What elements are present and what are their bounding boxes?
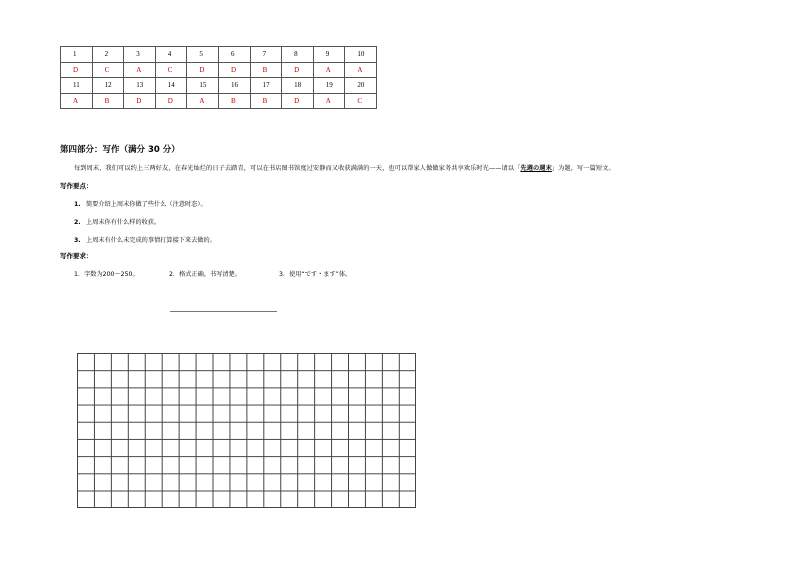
answer-cell: B	[250, 93, 282, 109]
answer-cell: B	[250, 62, 282, 78]
answer-cell: 14	[155, 78, 187, 94]
answer-cell: 3	[124, 47, 156, 63]
answer-key-table	[60, 46, 377, 109]
answer-cell: 5	[187, 47, 219, 63]
requirement: 1．字数为200～250。	[74, 271, 139, 278]
answer-cell: D	[218, 62, 250, 78]
answer-cell: A	[61, 93, 93, 109]
writing-prompt	[74, 163, 615, 172]
answer-cell: 13	[124, 78, 156, 94]
answer-cell: D	[155, 93, 187, 109]
prompt-text-before: 每到周末，我们可以约上三两好友，在春光灿烂的日子去踏青，可以在书店图书馆度过安静而又收获满满的一天，也可以帮家人做做家务共享欢乐时光——请以「	[74, 165, 521, 172]
writing-points-label: 写作要点：	[60, 182, 93, 190]
answer-cell: 16	[218, 78, 250, 94]
answer-cell: D	[282, 62, 314, 78]
answer-cell: B	[218, 93, 250, 109]
writing-requirements	[74, 269, 351, 278]
answer-cell: 6	[218, 47, 250, 63]
answer-cell: A	[345, 62, 377, 78]
title-blank-line[interactable]	[170, 311, 277, 312]
answer-cell: C	[345, 93, 377, 109]
answer-cell: 8	[282, 47, 314, 63]
answer-cell: D	[282, 93, 314, 109]
answer-cell: 18	[282, 78, 314, 94]
writing-point	[74, 235, 216, 244]
answer-cell: D	[187, 62, 219, 78]
answer-cell: 2	[92, 47, 124, 63]
answer-cell: A	[187, 93, 219, 109]
answer-cell: D	[61, 62, 93, 78]
writing-point	[74, 217, 160, 226]
answer-letter-row	[61, 93, 377, 109]
answer-cell: 1	[61, 47, 93, 63]
answer-cell: 17	[250, 78, 282, 94]
point-number: 2.	[74, 219, 81, 226]
answer-cell: A	[313, 62, 345, 78]
answer-cell: 7	[250, 47, 282, 63]
point-number: 3.	[74, 237, 81, 244]
point-text: 上周末你有什么样的收获。	[86, 219, 161, 226]
answer-number-row	[61, 78, 377, 94]
answer-cell: 12	[92, 78, 124, 94]
answer-cell: 11	[61, 78, 93, 94]
point-number: 1.	[74, 201, 81, 208]
answer-number-row	[61, 47, 377, 63]
answer-cell: 4	[155, 47, 187, 63]
writing-point	[74, 199, 207, 208]
answer-cell: 9	[313, 47, 345, 63]
prompt-topic: 先週の週末	[520, 165, 552, 172]
answer-cell: A	[124, 62, 156, 78]
answer-cell: A	[313, 93, 345, 109]
section-title: 第四部分：写作（满分 30 分）	[60, 145, 180, 155]
prompt-text-after: 」为题，写一篇短文。	[551, 165, 615, 172]
requirement: 3．使用“です・ます”体。	[279, 271, 352, 278]
answer-cell: 20	[345, 78, 377, 94]
answer-cell: C	[155, 62, 187, 78]
answer-letter-row	[61, 62, 377, 78]
answer-cell: B	[92, 93, 124, 109]
answer-cell: D	[124, 93, 156, 109]
requirement: 2．格式正确，书写清楚。	[169, 271, 241, 278]
answer-cell: 15	[187, 78, 219, 94]
answer-cell: 19	[313, 78, 345, 94]
point-text: 上周末有什么未完成的事情打算接下来去做的。	[86, 237, 216, 244]
answer-cell: 10	[345, 47, 377, 63]
point-text: 简要介绍上周末你做了些什么（注意时态）。	[86, 201, 207, 208]
writing-grid[interactable]	[77, 353, 416, 508]
answer-cell: C	[92, 62, 124, 78]
writing-requirements-label: 写作要求：	[60, 252, 93, 260]
